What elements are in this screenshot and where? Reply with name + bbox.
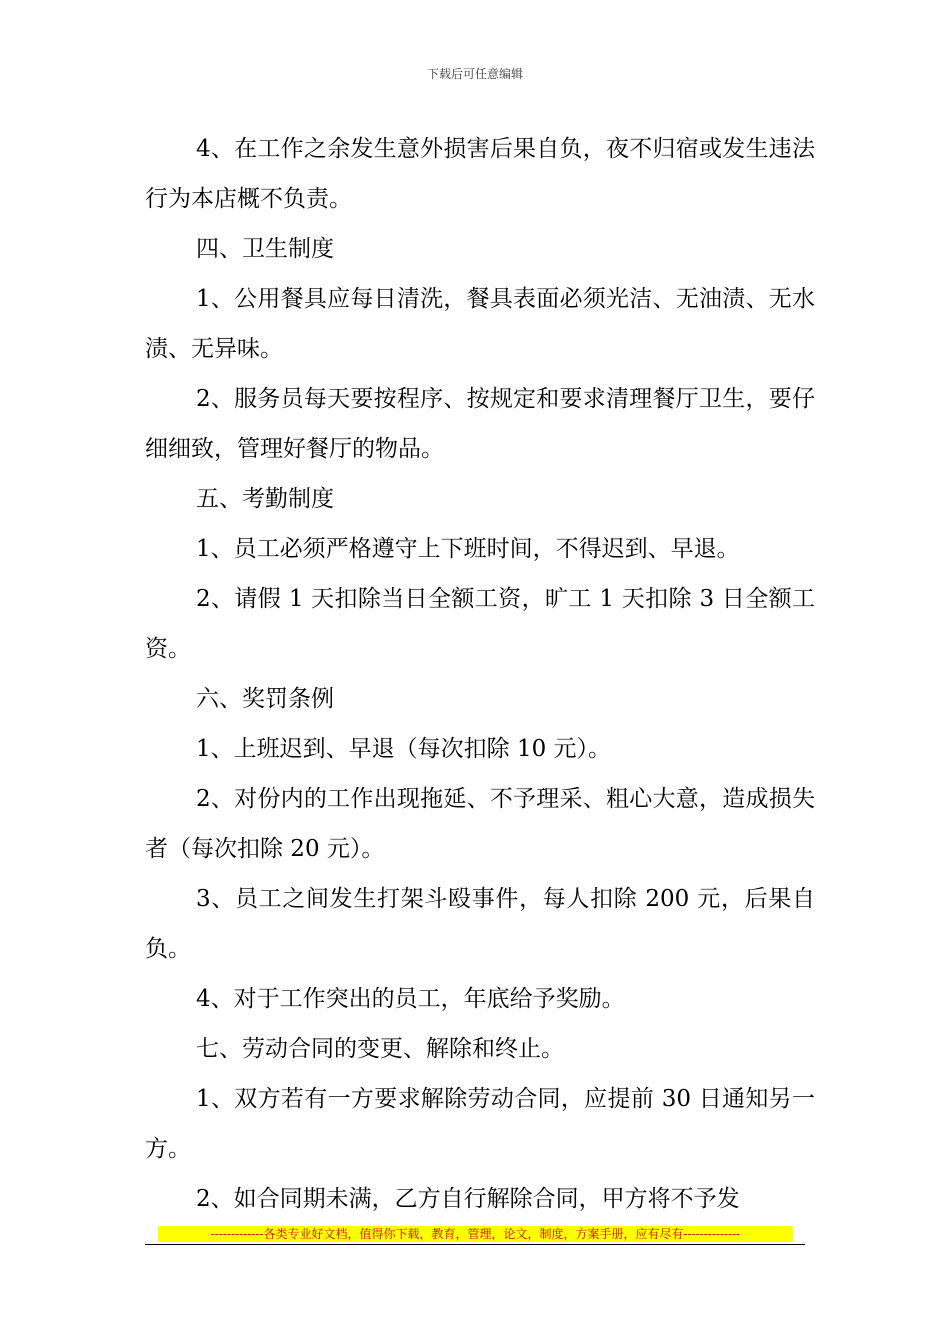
paragraph: 2、服务员每天要按程序、按规定和要求清理餐厅卫生，要仔细细致，管理好餐厅的物品。 bbox=[145, 386, 815, 462]
footer-divider bbox=[145, 1244, 805, 1245]
paragraph: 2、对份内的工作出现拖延、不予理采、粗心大意，造成损失者（每次扣除 20 元）。 bbox=[145, 786, 815, 862]
paragraph: 4、在工作之余发生意外损害后果自负，夜不归宿或发生违法行为本店概不负责。 bbox=[145, 136, 815, 212]
section-heading: 五、考勤制度 bbox=[196, 486, 334, 512]
paragraph: 2、请假 1 天扣除当日全额工资，旷工 1 天扣除 3 日全额工资。 bbox=[145, 586, 815, 662]
page-header: 下载后可任意编辑 bbox=[426, 67, 523, 81]
paragraph: 2、如合同期未满，乙方自行解除合同，甲方将不予发 bbox=[196, 1186, 740, 1212]
section-heading: 六、奖罚条例 bbox=[196, 686, 334, 712]
paragraph: 1、公用餐具应每日清洗，餐具表面必须光洁、无油渍、无水渍、无异味。 bbox=[145, 286, 815, 362]
paragraph: 1、上班迟到、早退（每次扣除 10 元）。 bbox=[196, 736, 612, 762]
paragraph: 3、员工之间发生打架斗殴事件，每人扣除 200 元，后果自负。 bbox=[145, 886, 815, 962]
section-heading: 七、劳动合同的变更、解除和终止。 bbox=[196, 1036, 564, 1062]
paragraph: 1、员工必须严格遵守上下班时间，不得迟到、早退。 bbox=[196, 536, 740, 562]
page-footer-banner: -------------各类专业好文档，值得你下载，教育，管理，论文，制度，方案手册，应有尽有-------------- bbox=[158, 1226, 793, 1242]
paragraph: 4、对于工作突出的员工，年底给予奖励。 bbox=[196, 986, 625, 1012]
document-body bbox=[145, 124, 815, 1224]
section-heading: 四、卫生制度 bbox=[196, 236, 334, 262]
paragraph: 1、双方若有一方要求解除劳动合同，应提前 30 日通知另一方。 bbox=[145, 1086, 815, 1162]
